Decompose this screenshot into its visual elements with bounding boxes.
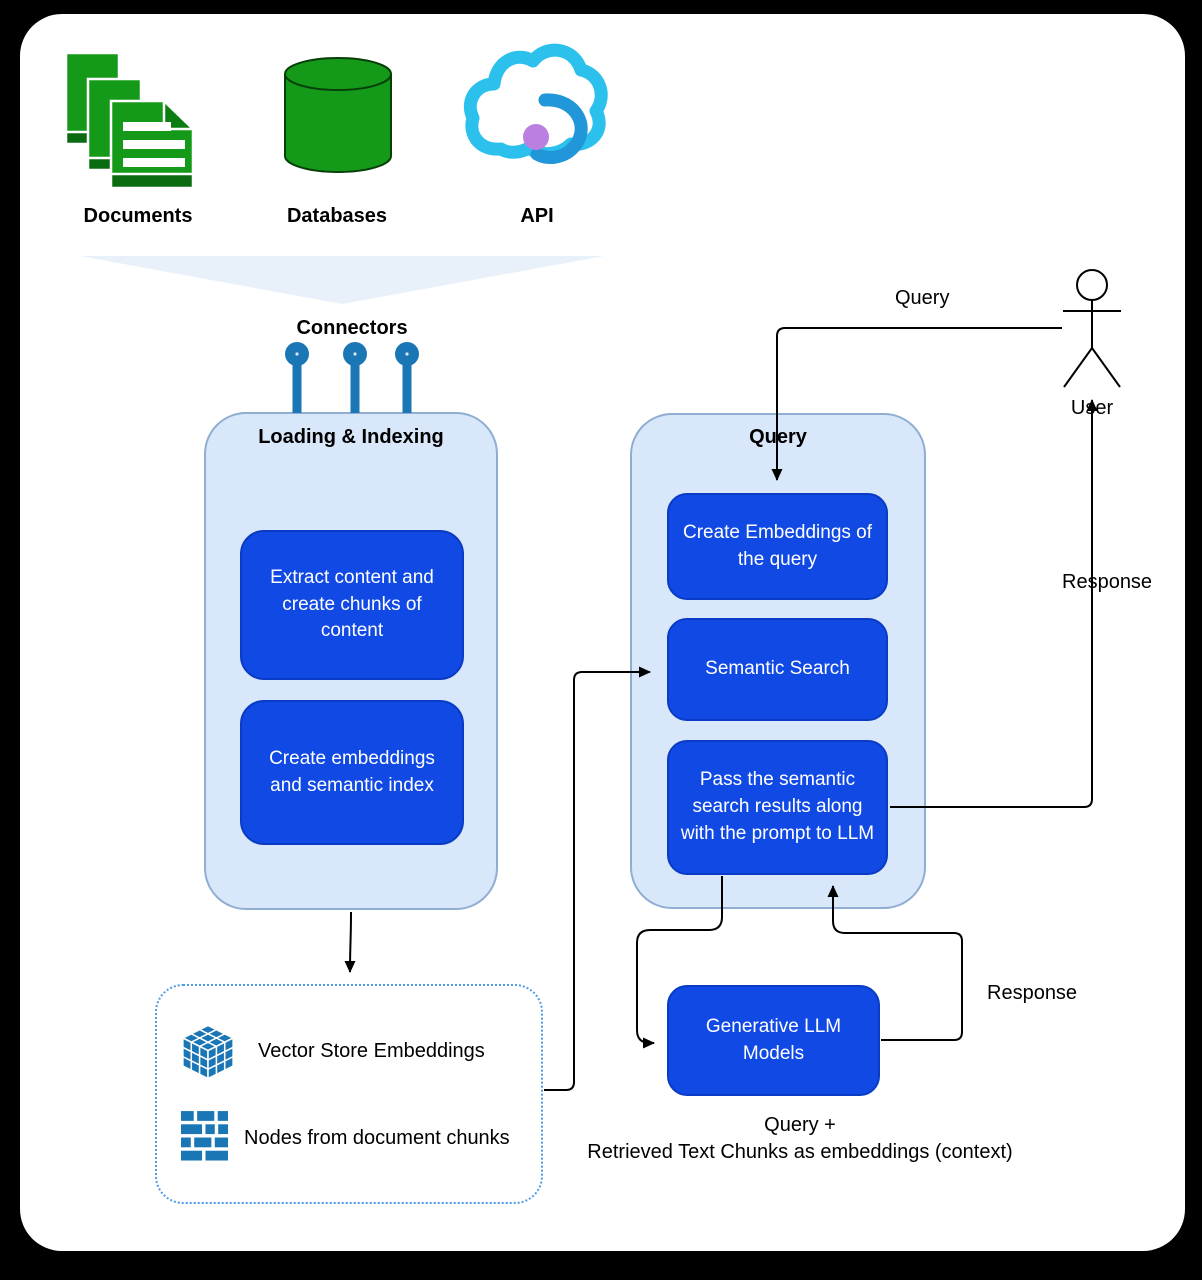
loading-indexing-title: Loading & Indexing — [258, 426, 444, 448]
cube-icon — [179, 1024, 237, 1081]
vector-store-embeddings-label: Vector Store Embeddings — [258, 1040, 485, 1062]
create-embeddings-index-box: Create embeddings and semantic index — [240, 700, 464, 845]
create-query-embeddings-box: Create Embeddings of the query — [667, 493, 888, 600]
pass-results-to-llm-box: Pass the semantic search results along with the prompt to LLM — [667, 740, 888, 875]
extract-content-box: Extract content and create chunks of content — [240, 530, 464, 680]
user-label: User — [1070, 397, 1114, 419]
database-icon — [283, 56, 393, 174]
vector-store-box — [155, 984, 543, 1204]
query-flow-label: Query — [895, 287, 950, 309]
llm-input-label-line2: Retrieved Text Chunks as embeddings (context) — [587, 1141, 1013, 1163]
nodes-from-chunks-label: Nodes from document chunks — [244, 1127, 510, 1149]
generative-llm-box: Generative LLM Models — [667, 985, 880, 1096]
api-cloud-icon — [463, 38, 613, 178]
databases-label: Databases — [286, 205, 388, 227]
bricks-icon — [181, 1111, 228, 1165]
api-label: API — [520, 205, 554, 227]
connectors-label: Connectors — [296, 317, 408, 339]
llm-input-label-line1: Query + — [764, 1114, 836, 1136]
query-container-title: Query — [749, 426, 807, 448]
documents-icon — [65, 52, 200, 192]
documents-label: Documents — [83, 205, 193, 227]
response-from-llm-label: Response — [987, 982, 1078, 1004]
semantic-search-box: Semantic Search — [667, 618, 888, 721]
response-to-user-label: Response — [1062, 571, 1153, 593]
